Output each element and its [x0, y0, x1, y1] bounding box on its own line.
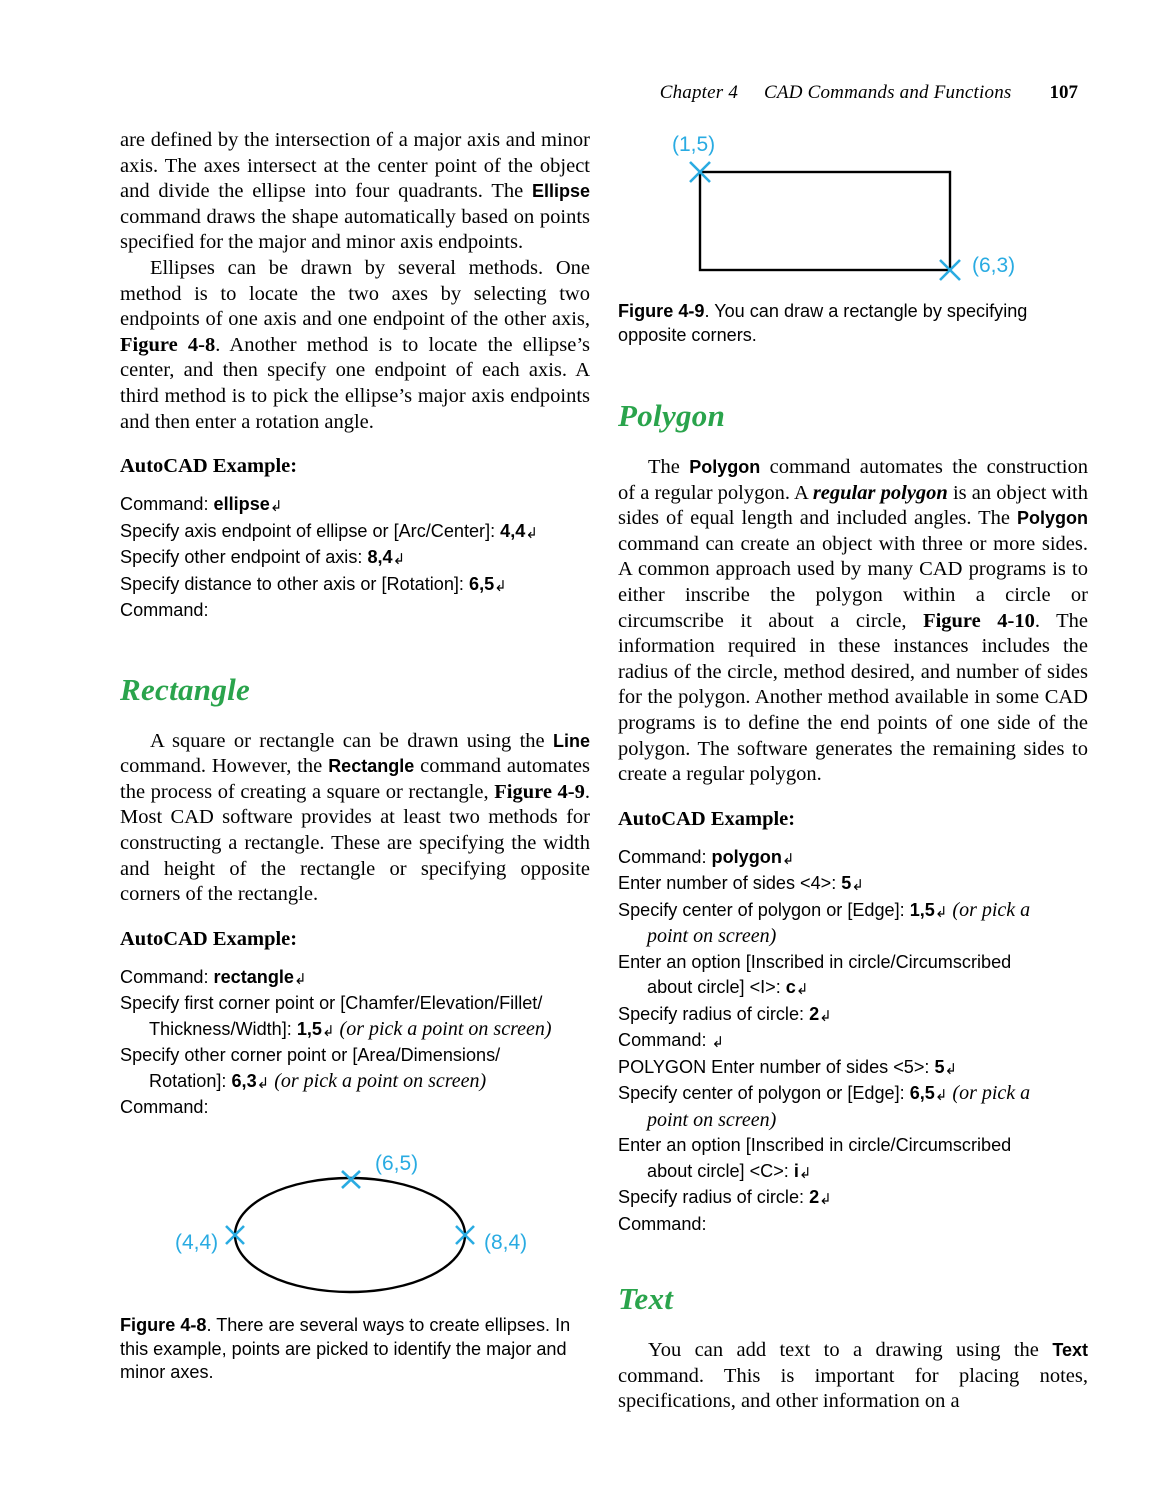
command-input: 1,5	[296, 1018, 322, 1039]
command-line	[120, 492, 590, 519]
command-annotation: point on screen)	[647, 1108, 777, 1131]
text-run: The	[648, 456, 690, 478]
autocad-example-heading: AutoCAD Example:	[120, 455, 298, 478]
command-input: 6,3	[231, 1070, 257, 1091]
command-line	[618, 1185, 1088, 1212]
caption-figure-4-9	[618, 300, 1088, 347]
command-line	[618, 924, 1088, 950]
command-line	[120, 1043, 590, 1069]
command-line	[618, 871, 1088, 898]
caption-text: . You can draw a rectangle by specifying opposite corners.	[618, 301, 1028, 345]
command-prompt: about circle] <I>:	[647, 977, 786, 998]
paragraph-rectangle	[120, 729, 590, 908]
command-annotation: (or pick a	[947, 1082, 1031, 1105]
command-line	[618, 1212, 1088, 1238]
ellipse-shape	[235, 1178, 465, 1292]
command-prompt: Enter number of sides <4>:	[618, 873, 842, 894]
command-name-text: Text	[1052, 1340, 1088, 1361]
text-run: command draws the shape automatically based on points specified for the major and minor axis endpoints.	[120, 205, 590, 254]
command-input: polygon	[711, 846, 782, 867]
return-key-icon: ↲	[494, 576, 507, 595]
command-line	[618, 975, 1088, 1002]
command-name-polygon: Polygon	[689, 457, 761, 477]
running-head-chapter: Chapter 4	[659, 82, 739, 103]
caption-label: Figure 4-8	[120, 1315, 207, 1335]
command-input: 6,5	[909, 1083, 935, 1104]
text-run: . Most CAD software provides at least two methods for constructing a rectangle. These are specifying the width and height of the rectangle or specifying opposite corners of the rectangle.	[120, 780, 590, 906]
coordinate-label-1-5: (1,5)	[672, 133, 716, 156]
command-line	[618, 1055, 1088, 1082]
paragraph-ellipse-methods	[120, 256, 590, 435]
command-input: 6,5	[469, 573, 495, 594]
command-line	[120, 1017, 590, 1044]
command-prompt: Specify axis endpoint of ellipse or [Arc/Center]:	[120, 520, 501, 541]
command-line	[618, 1133, 1088, 1159]
command-prompt: Command:	[618, 846, 712, 867]
command-line	[618, 1159, 1088, 1186]
command-input: 1,5	[909, 899, 935, 920]
caption-label: Figure 4-9	[618, 301, 705, 321]
command-line	[618, 1002, 1088, 1029]
return-key-icon: ↲	[819, 1190, 832, 1209]
text-run: command can create an object with three or more sides. A common approach used by many CAD programs is to either inscribe the polygon within a circle or circumscribe it about a circle,	[618, 532, 1088, 632]
command-listing-ellipse	[120, 492, 590, 624]
return-key-icon: ↲	[934, 902, 948, 921]
return-key-icon: ↲	[269, 497, 283, 516]
command-annotation: (or pick a point on screen)	[269, 1069, 487, 1092]
command-line	[618, 1081, 1088, 1108]
command-prompt: Thickness/Width]:	[149, 1018, 297, 1039]
coordinate-label-6-3: (6,3)	[972, 254, 1016, 277]
command-prompt: Command:	[120, 494, 214, 515]
paragraph-text	[618, 1338, 1088, 1415]
command-line	[120, 545, 590, 572]
command-name-rectangle: Rectangle	[328, 756, 415, 777]
command-prompt: about circle] <C>:	[647, 1160, 794, 1181]
return-key-icon: ↲	[711, 1033, 725, 1052]
command-input: c	[785, 977, 796, 998]
command-prompt: Command:	[618, 1030, 712, 1051]
command-input: 2	[809, 1187, 820, 1208]
text-run: A square or rectangle can be drawn using the	[150, 729, 553, 752]
return-key-icon: ↲	[795, 980, 809, 999]
text-run: command automates the process of creating a square or rectangle,	[120, 755, 590, 803]
return-key-icon: ↲	[293, 969, 307, 988]
return-key-icon: ↲	[781, 849, 795, 868]
autocad-example-heading: AutoCAD Example:	[618, 807, 796, 830]
command-prompt: Command:	[120, 600, 209, 621]
command-listing-rectangle	[120, 965, 590, 1121]
command-line	[120, 965, 590, 992]
section-heading-text: Text	[618, 1281, 674, 1317]
text-run: You can add text to a drawing using the	[648, 1339, 1053, 1362]
page-number: 107	[1049, 82, 1078, 103]
caption-text: . There are several ways to create ellipses. In this example, points are picked to identify the major and minor axes.	[120, 1315, 571, 1383]
return-key-icon: ↲	[944, 1059, 958, 1078]
command-annotation: (or pick a	[947, 898, 1031, 921]
caption-figure-4-8	[120, 1314, 590, 1385]
command-name-polygon: Polygon	[1017, 508, 1088, 529]
paragraph-ellipse-definition	[120, 128, 590, 256]
command-line	[120, 598, 590, 624]
command-input: i	[793, 1160, 799, 1181]
text-run: . Another method is to locate the ellipse’s center, and then specify one endpoint of each axis. A third method is to pick the ellipse’s major axis endpoints and then enter a rotation angle.	[120, 333, 590, 433]
command-input: 5	[841, 873, 852, 894]
command-line	[120, 519, 590, 546]
return-key-icon: ↲	[321, 1021, 335, 1040]
command-prompt: Command:	[120, 966, 214, 987]
glossary-term-regular-polygon: regular polygon	[812, 481, 948, 504]
command-line	[120, 1095, 590, 1121]
command-line	[618, 950, 1088, 976]
command-input: 4,4	[500, 520, 526, 541]
left-column	[120, 128, 590, 1121]
command-prompt: Command:	[618, 1213, 707, 1234]
command-input: 2	[809, 1003, 820, 1024]
running-head	[660, 82, 1078, 104]
return-key-icon: ↲	[934, 1086, 948, 1105]
command-prompt: Specify first corner point or [Chamfer/Elevation/Fillet/	[120, 993, 543, 1014]
command-prompt: Specify other endpoint of axis:	[120, 547, 368, 568]
text-run: command. However, the	[120, 755, 329, 778]
command-prompt: Specify radius of circle:	[618, 1187, 810, 1208]
command-annotation: (or pick a point on screen)	[334, 1017, 552, 1040]
text-run: command. This is important for placing notes, specifications, and other information on a	[618, 1364, 1088, 1413]
command-prompt: Specify radius of circle:	[618, 1003, 810, 1024]
text-run: command automates the construction of a regular polygon. A	[618, 456, 1088, 504]
section-heading-rectangle: Rectangle	[120, 671, 251, 707]
figure-reference: Figure 4-8	[120, 333, 216, 356]
command-prompt: Specify center of polygon or [Edge]:	[618, 899, 910, 920]
coordinate-label-4-4: (4,4)	[175, 1231, 219, 1254]
text-run: are defined by the intersection of a major axis and minor axis. The axes intersect at the center point of the object and divide the ellipse into four quadrants. The	[120, 129, 590, 203]
return-key-icon: ↲	[798, 1163, 812, 1182]
return-key-icon: ↲	[392, 550, 406, 569]
command-name-ellipse: Ellipse	[531, 181, 590, 202]
command-prompt: Enter an option [Inscribed in circle/Circumscribed	[618, 1135, 1012, 1156]
command-prompt: Rotation]:	[149, 1070, 232, 1091]
return-key-icon: ↲	[819, 1006, 832, 1025]
text-run: . The information required in these instances includes the radius of the circle, method desired, and number of sides for the polygon. Another method available in some CAD programs is to define the end points of one side of the polygon. The software generates the remaining sides to create a regular polygon.	[618, 609, 1088, 786]
coordinate-label-8-4: (8,4)	[484, 1231, 528, 1254]
section-heading-polygon: Polygon	[618, 398, 726, 433]
command-line	[120, 572, 590, 599]
figure-reference: Figure 4-10	[923, 609, 1035, 632]
return-key-icon: ↲	[525, 523, 538, 542]
coordinate-label-6-5: (6,5)	[375, 1152, 419, 1175]
command-listing-polygon	[618, 845, 1088, 1238]
running-head-title: CAD Commands and Functions	[764, 82, 1012, 103]
figure-reference: Figure 4-9	[494, 780, 585, 803]
command-prompt: Command:	[120, 1097, 209, 1118]
right-column	[618, 398, 1088, 1415]
return-key-icon: ↲	[256, 1073, 270, 1092]
command-line	[618, 1028, 1088, 1055]
text-run: Ellipses can be drawn by several methods. One method is to locate the two axes by selecting two endpoints of one axis and one endpoint of the other axis,	[120, 256, 590, 331]
command-prompt: Specify other corner point or [Area/Dimensions/	[120, 1045, 501, 1066]
command-prompt: Specify distance to other axis or [Rotation]:	[120, 573, 469, 594]
command-input: 8,4	[367, 547, 393, 568]
pick-point-markers	[690, 162, 960, 280]
command-annotation: point on screen)	[647, 925, 777, 948]
paragraph-polygon	[618, 455, 1088, 788]
return-key-icon: ↲	[851, 876, 864, 895]
command-line	[618, 1108, 1088, 1134]
rectangle-shape	[700, 172, 950, 270]
command-prompt: POLYGON Enter number of sides <5>:	[618, 1056, 935, 1077]
command-input: rectangle	[213, 966, 294, 987]
command-input: 5	[934, 1056, 945, 1077]
text-run: is an object with sides of equal length and included angles. The	[618, 481, 1088, 530]
command-prompt: Specify center of polygon or [Edge]:	[618, 1083, 910, 1104]
autocad-example-heading: AutoCAD Example:	[120, 927, 298, 950]
command-input: ellipse	[213, 494, 270, 515]
command-name-line: Line	[552, 730, 590, 751]
command-prompt: Enter an option [Inscribed in circle/Circumscribed	[618, 951, 1012, 972]
command-line	[120, 991, 590, 1017]
pick-point-markers	[226, 1171, 474, 1244]
command-line	[618, 898, 1088, 925]
command-line	[120, 1069, 590, 1096]
rectangle-diagram	[680, 155, 1000, 295]
command-line	[618, 845, 1088, 872]
